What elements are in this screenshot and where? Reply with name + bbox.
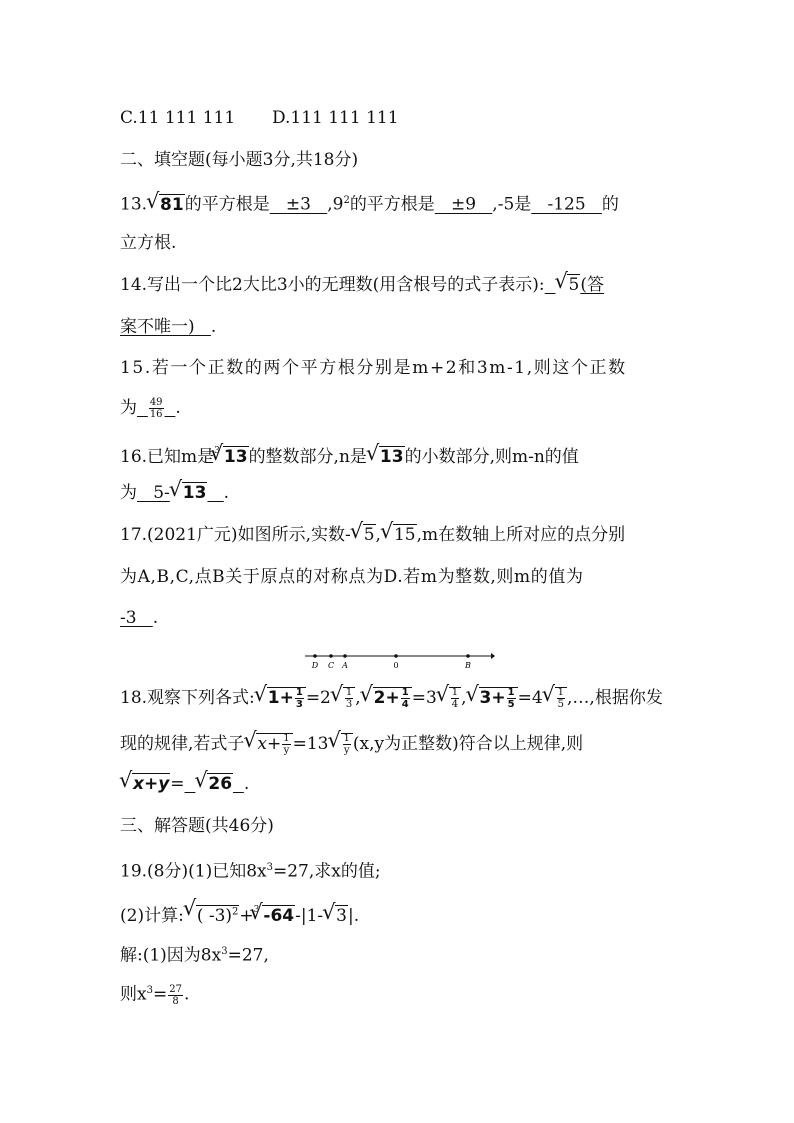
point-origin [394,654,398,658]
question-16: 16.已知m是$^3$√ 13的整数部分,n是√ 13的小数部分,则m-n的值 [120,439,579,469]
question-18-line2: 现的规律,若式子√ x+ $\frac{1}{y}$ =13 √ $\frac{1}{y}$ (x,y为正整数)符合以上规律,则 [120,732,583,756]
question-19: 19.(8分)(1)已知$8x^3=27$,求x的值; [120,861,381,882]
section2-heading: 二、填空题(每小题3分,共18分) [120,150,359,170]
question-17: 17.(2021广元)如图所示,实数-√ 5,√ 15,m在数轴上所对应的点分别 [120,523,625,547]
question-18: 18.观察下列各式:√ 1+ $\frac{1}{3}$ =2 √ $\frac{1}{3}$ ,√ 2+ $\frac{1}{4}$ =3 √ $\frac{1}{4}$ ,√ 3+ $\frac{1}{5}$ =4 √ $\frac{1}{5}$ ,…,根据你发 [120,686,663,710]
answer-16: 5-√ 13 [137,483,224,503]
answer-13-1: ±3 [269,194,328,215]
label-b: B [465,661,471,670]
number-line-arrow [491,653,495,659]
question-18-line3: √ x+y= √ 26 . [120,772,249,796]
point-b [466,654,470,658]
label-d: D [311,661,319,670]
point-c [329,654,333,658]
question-13: 13.√ 81的平方根是 ±3 $,9^2$的平方根是 ±9 ,-5是 -125 的 [120,189,619,217]
answer-13-3: -125 [531,194,602,215]
point-a [343,654,347,658]
question-19-part2: (2)计算:√ ( -3)$^2$+$^3$√ -64-|1-√ 3|. [120,898,359,928]
question-16-cont: 为 5-√ 13 . [120,481,229,505]
answer-18: √ 26 [185,774,244,794]
question-17-line2: 为A,B,C,点B关于原点的对称点为D.若m为整数,则m的值为 [120,567,584,587]
answer-14: √ 5(答 [545,275,604,295]
label-a: A [342,661,348,670]
solution-line1: 解:(1)因为$8x^3=27$, [120,945,269,966]
question-17-cont: -3 . [120,608,159,628]
sqrt-5: √ 5 [556,273,580,297]
option-c: C.11 111 111 [120,108,236,128]
label-c: C [327,661,335,670]
question-15: 15.若一个正数的两个平方根分别是m+2和3m-1,则这个正数 [120,358,627,378]
sqrt-13: √ 13 [368,445,405,469]
answer-17: -3 [120,608,153,628]
answer-13-2: ±9 [434,194,493,215]
question-13-cont: 立方根. [120,233,177,253]
label-origin: 0 [393,661,399,670]
answer-15: $\frac{49}{16}$ [149,397,163,420]
cbrt-13: √ 13 [212,445,249,469]
question-15-cont: 为 $\frac{49}{16}$ . [120,397,181,420]
options-line [120,106,399,130]
section3-heading: 三、解答题(共46分) [120,816,274,836]
question-14: 14.写出一个比2大比3小的无理数(用含根号的式子表示): √ 5(答 [120,273,604,297]
sqrt-81: √ 81 [148,193,185,217]
number-line [305,648,495,670]
option-d: D.111 111 111 [271,108,399,128]
solution-line2: 则$x^3=$ $\frac{27}{8}$ . [120,983,190,1007]
point-d [313,654,317,658]
question-14-cont: 案不唯一) . [120,317,217,337]
